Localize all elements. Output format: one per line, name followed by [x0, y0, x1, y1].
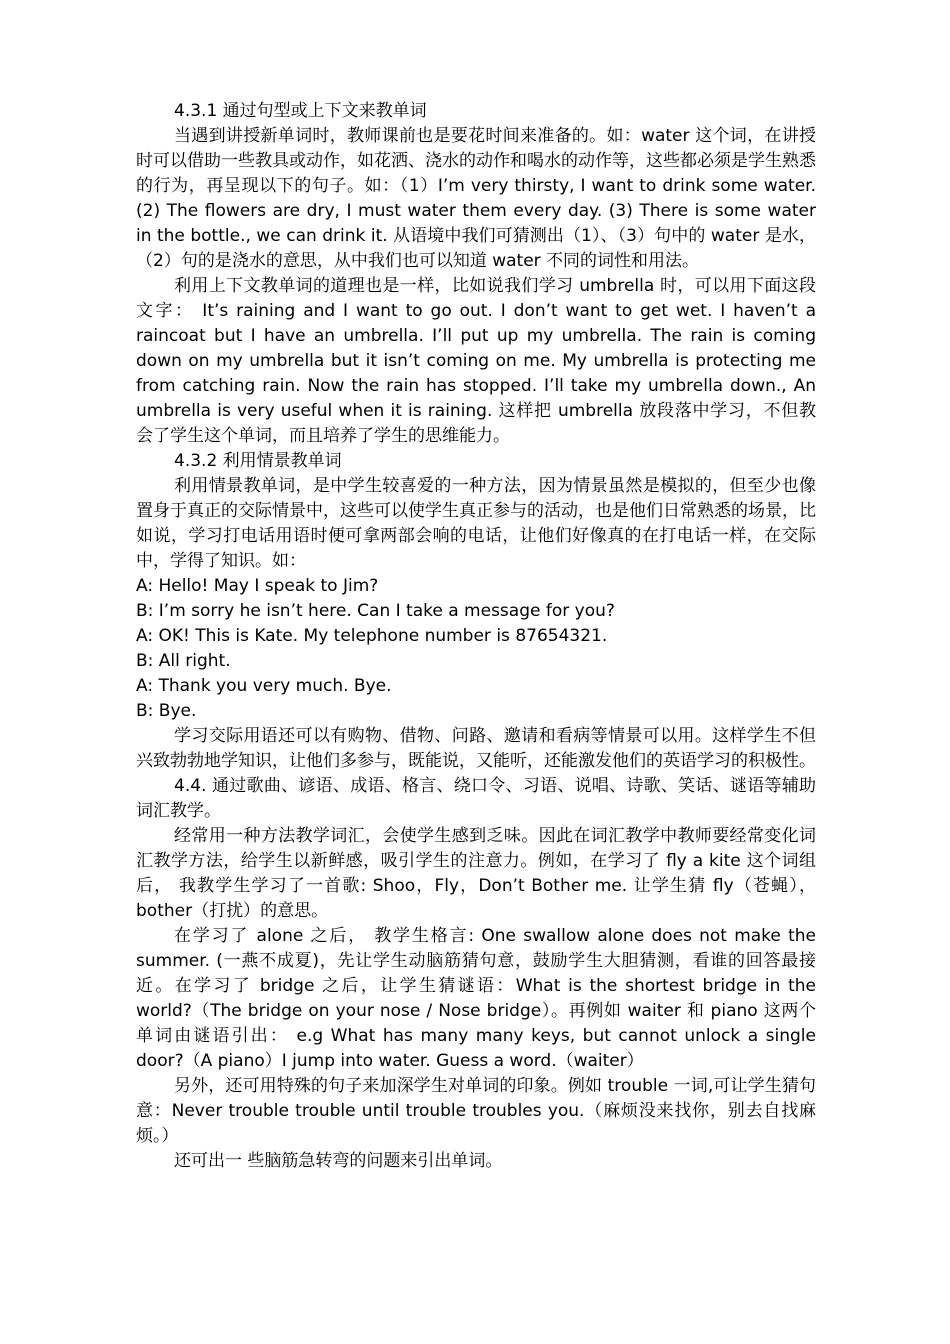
dialogue-line: B: I’m sorry he isn’t here. Can I take a message for you? — [136, 601, 615, 621]
dialogue-line: A: Thank you very much. Bye. — [136, 676, 392, 696]
paragraph-trouble-example: 另外，还可用特殊的句子来加深学生对单词的印象。例如 trouble 一词,可让学生猜句意：Never trouble trouble until trouble troubles you.（麻烦没来找你，别去自找麻烦。） — [136, 1076, 816, 1146]
paragraph-brain-teaser: 还可出一 些脑筋急转弯的问题来引出单词。 — [174, 1151, 503, 1171]
paragraph-song-example: 经常用一种方法教学词汇，会使学生感到乏味。因此在词汇教学中教师要经常变化词汇教学方法，给学生以新鲜感，吸引学生的注意力。例如，在学习了 fly a kite 这个词组后， 我教学生学习了一首歌: Shoo，Fly，Don’t Bother me. 让学生猜 fly（苍蝇），bother（打扰）的意思。 — [136, 826, 816, 921]
paragraph-water-example: 当遇到讲授新单词时，教师课前也是要花时间来准备的。如：water 这个词，在讲授时可以借助一些教具或动作，如花洒、浇水的动作和喝水的动作等，这些都必须是学生熟悉的行为，再呈现以下的句子。如：（1）I’m very thirsty, I want to drink some water. (2) The flowers are dry, I must water them every day. (3) There is some water in the bottle., we can drink it. 从语境中我们可猜测出（1）、（3）句中的 water 是水，（2）句的是浇水的意思，从中我们也可以知道 water 不同的词性和用法。 — [136, 126, 816, 271]
section-heading-4-3-1: 4.3.1 通过句型或上下文来教单词 — [174, 101, 427, 121]
section-heading-4-3-2: 4.3.2 利用情景教单词 — [174, 451, 342, 471]
section-heading-4-4: 4.4. 通过歌曲、谚语、成语、格言、绕口令、习语、说唱、诗歌、笑话、谜语等辅助词汇教学。 — [136, 776, 816, 821]
paragraph-situational-teaching: 利用情景教单词，是中学生较喜爱的一种方法，因为情景虽然是模拟的，但至少也像置身于真正的交际情景中，这些可以使学生真正参与的活动，也是他们日常熟悉的场景，比如说，学习打电话用语时便可拿两部会响的电话，让他们好像真的在打电话一样，在交际中，学得了知识。如： — [136, 476, 816, 571]
dialogue-line: A: Hello! May I speak to Jim? — [136, 576, 379, 596]
paragraph-umbrella-example: 利用上下文教单词的道理也是一样，比如说我们学习 umbrella 时，可以用下面这段文字： It’s raining and I want to go out. I don’t want to get wet. I haven’t a raincoat but I have an umbrella. I’ll put up my umbrella. The rain is coming down on my umbrella but it isn’t coming on me. My umbrella is protecting me from catching rain. Now the rain has stopped. I’ll take my umbrella down., An umbrella is very useful when it is raining. 这样把 umbrella 放段落中学习，不但教会了学生这个单词，而且培养了学生的思维能力。 — [136, 276, 816, 446]
dialogue-line: B: Bye. — [136, 701, 197, 721]
dialogue-line: B: All right. — [136, 651, 231, 671]
paragraph-proverb-riddle-example: 在学习了 alone 之后， 教学生格言: One swallow alone does not make the summer. (一燕不成夏)，先让学生动脑筋猜句意，鼓励学生大胆猜测，看谁的回答最接近。在学习了 bridge 之后，让学生猜谜语：What is the shortest bridge in the world?（The bridge on your nose / Nose bridge）。再例如 waiter 和 piano 这两个单词由谜语引出： e.g What has many many keys, but cannot unlock a single door?（A piano）I jump into water. Guess a word.（waiter） — [136, 926, 817, 1071]
paragraph-communicative-language: 学习交际用语还可以有购物、借物、问路、邀请和看病等情景可以用。这样学生不但兴致勃勃地学知识，让他们多参与，既能说，又能听，还能激发他们的英语学习的积极性。 — [136, 726, 816, 771]
document-body — [136, 99, 816, 1174]
dialogue-line: A: OK! This is Kate. My telephone number is 87654321. — [136, 626, 608, 646]
